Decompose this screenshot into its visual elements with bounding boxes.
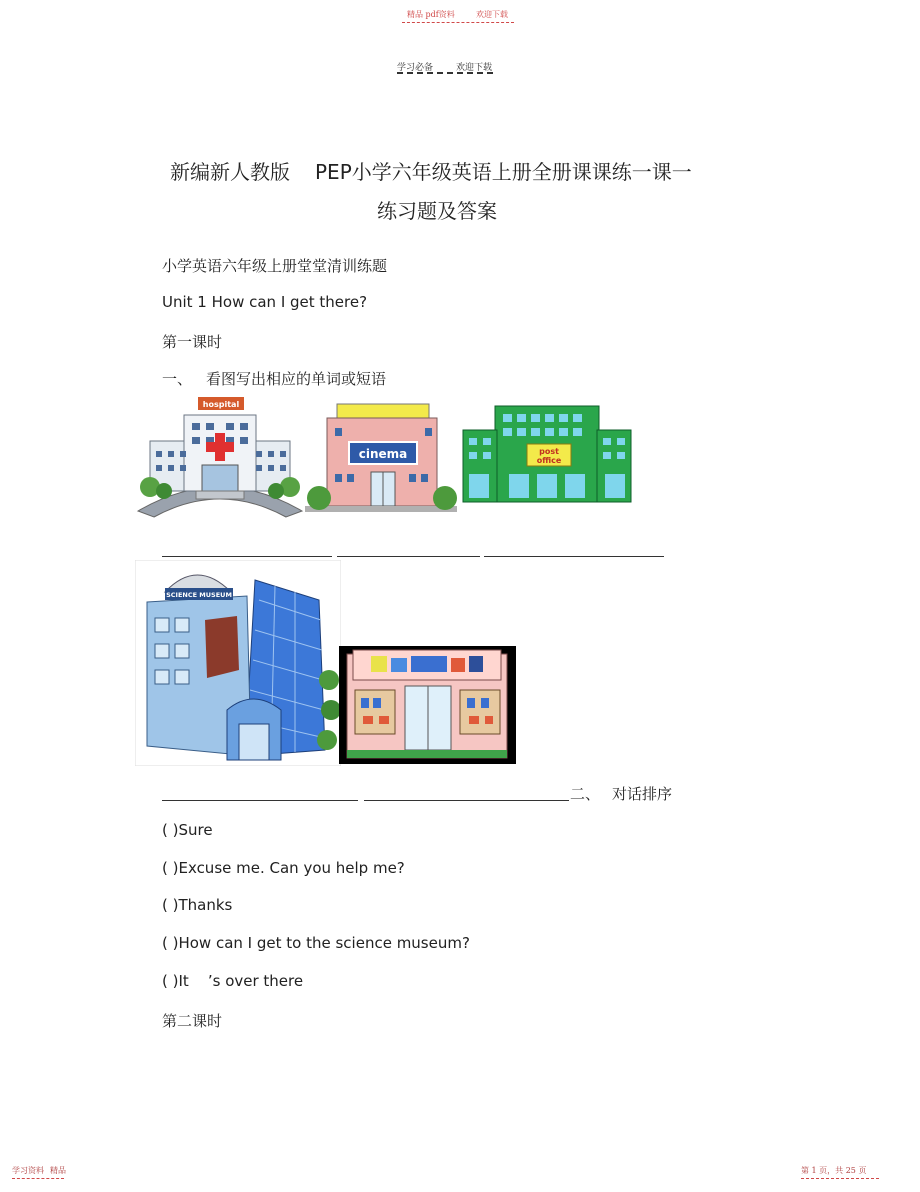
hospital-image bbox=[136, 393, 304, 519]
header-divider bbox=[397, 72, 493, 74]
dialogue-item-5: ( )It ’s over there bbox=[162, 972, 304, 990]
subtitle: 小学英语六年级上册堂堂清训练题 bbox=[162, 257, 388, 275]
watermark-left: 精品 pdf资料 bbox=[407, 10, 455, 19]
dialogue-item-3: ( )Thanks bbox=[162, 896, 233, 914]
answer-line-4 bbox=[162, 800, 358, 801]
post-office-sign-1: post bbox=[539, 447, 559, 456]
answer-line-3 bbox=[484, 556, 664, 557]
footer-left-b: 精品 bbox=[50, 1166, 66, 1175]
dialogue-item-1: ( )Sure bbox=[162, 821, 213, 839]
answer-line-1 bbox=[162, 556, 332, 557]
science-museum-image bbox=[135, 560, 341, 766]
post-office-image bbox=[461, 404, 633, 508]
section-1-instruction: 看图写出相应的单词或短语 bbox=[206, 370, 387, 388]
section-1-number: 一、 bbox=[162, 370, 193, 388]
footer-left-divider bbox=[12, 1178, 64, 1179]
answer-line-2 bbox=[337, 556, 480, 557]
header-right: 欢迎下载 bbox=[456, 63, 493, 73]
cinema-sign: cinema bbox=[358, 447, 408, 461]
post-office-sign-2: office bbox=[536, 456, 562, 465]
page-number: 第 1 页，共 25 页 bbox=[801, 1166, 867, 1175]
section-2-number: 二、 bbox=[570, 785, 601, 803]
unit-title: Unit 1 How can I get there? bbox=[162, 293, 368, 311]
bookstore-image bbox=[339, 646, 516, 764]
header-left: 学习必备 bbox=[397, 63, 434, 73]
title-line1-a: 新编新人教版 bbox=[170, 160, 290, 184]
section-2-instruction: 对话排序 bbox=[612, 785, 673, 803]
answer-line-5 bbox=[364, 800, 569, 801]
watermark-divider bbox=[402, 22, 514, 23]
footer-left-a: 学习资料 bbox=[12, 1166, 44, 1175]
science-museum-sign: SCIENCE MUSEUM bbox=[166, 591, 232, 599]
hospital-sign: hospital bbox=[202, 400, 240, 409]
cinema-image bbox=[305, 402, 457, 514]
dialogue-item-4: ( )How can I get to the science museum? bbox=[162, 934, 470, 952]
title-line1-b: PEP小学六年级英语上册全册课课练一课一 bbox=[315, 160, 692, 184]
lesson-1-heading: 第一课时 bbox=[162, 333, 223, 351]
watermark-right: 欢迎下载 bbox=[476, 10, 508, 19]
dialogue-item-2: ( )Excuse me. Can you help me? bbox=[162, 859, 405, 877]
lesson-2-heading: 第二课时 bbox=[162, 1012, 223, 1030]
title-line2: 练习题及答案 bbox=[377, 199, 497, 223]
footer-right-divider bbox=[801, 1178, 879, 1179]
